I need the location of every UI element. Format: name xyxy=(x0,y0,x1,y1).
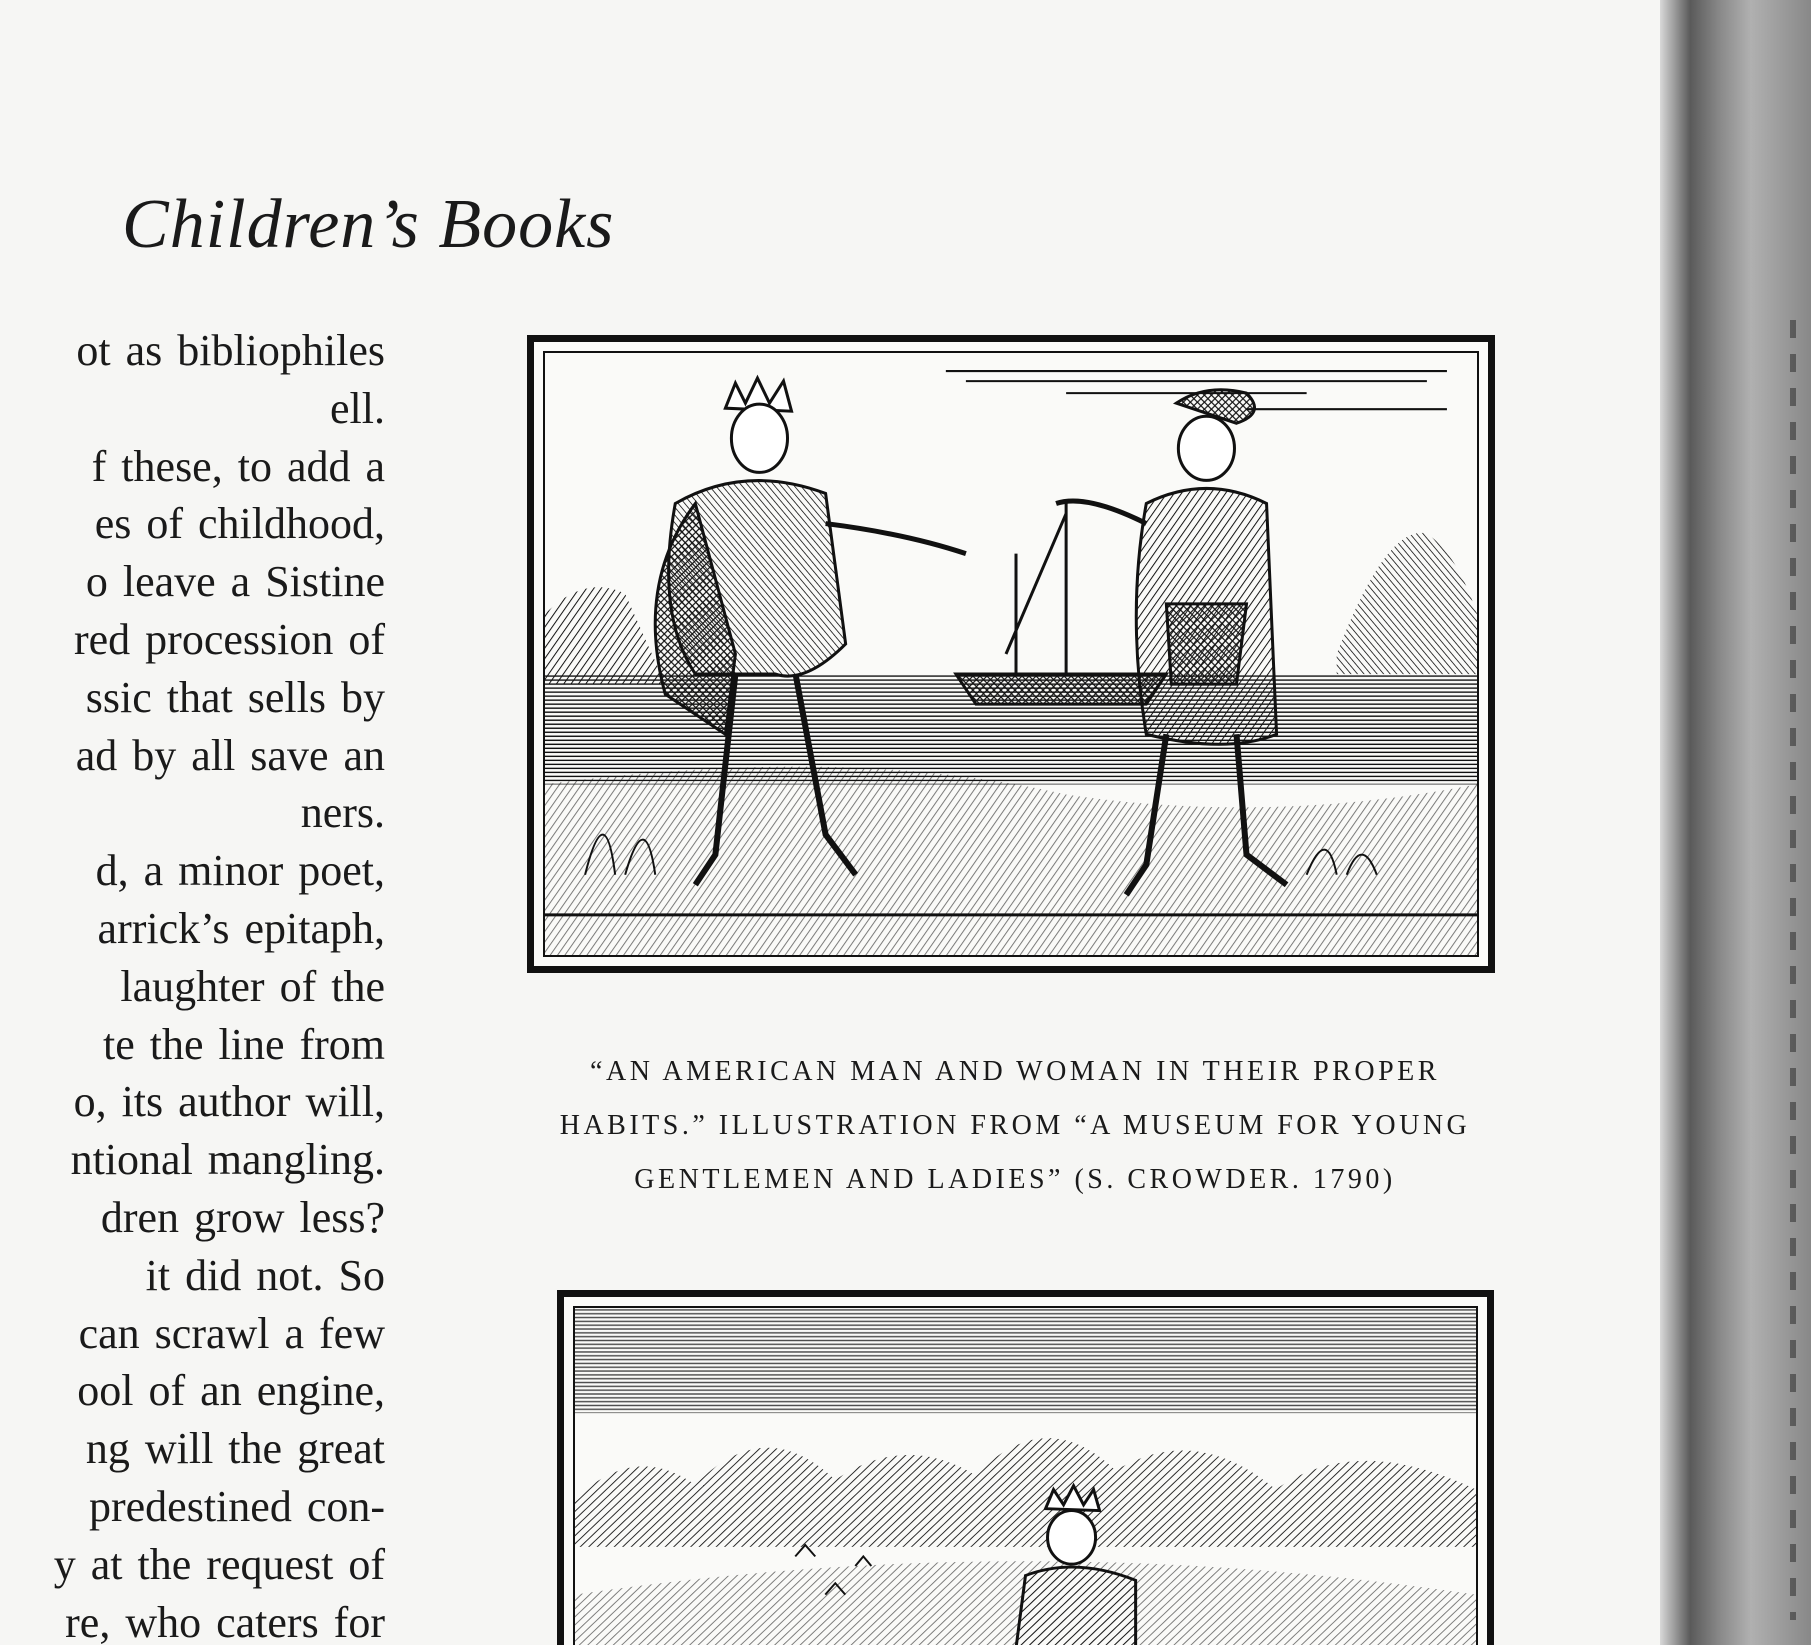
text-line: re, who caters for xyxy=(65,1597,385,1645)
woodcut-scene-image xyxy=(545,353,1477,955)
text-line: ool of an engine, xyxy=(77,1366,385,1416)
text-line: it did not. So xyxy=(145,1250,385,1300)
text-line: dren grow less? xyxy=(100,1192,385,1242)
text-line: ng will the great xyxy=(85,1424,385,1474)
text-line: ot as bibliophiles xyxy=(76,326,385,375)
page-gutter-shadow xyxy=(1660,0,1811,1645)
woodcut-illustration-figures xyxy=(527,335,1495,973)
text-line: d, a minor poet, xyxy=(95,846,385,896)
caption-line: GENTLEMEN AND LADIES” (S. CROWDER. 1790) xyxy=(634,1164,1396,1195)
text-line: te the line from xyxy=(102,1019,385,1069)
body-text-column xyxy=(0,322,385,1645)
text-line: red procession of xyxy=(73,614,385,664)
text-line: y at the request of xyxy=(53,1539,385,1589)
text-line: arrick’s epitaph, xyxy=(97,903,385,953)
text-line: ad by all save an xyxy=(75,730,385,780)
text-line: o, its author will, xyxy=(73,1077,385,1127)
caption-line: HABITS.” ILLUSTRATION FROM “A MUSEUM FOR YOUNG xyxy=(559,1110,1471,1141)
running-head: Children’s Books xyxy=(122,186,615,263)
page-edge xyxy=(1790,320,1796,1620)
text-line: ell. xyxy=(330,383,385,433)
text-line: predestined con- xyxy=(89,1481,385,1531)
text-line: ssic that sells by xyxy=(85,672,385,722)
text-line: o leave a Sistine xyxy=(85,557,385,607)
woodcut-illustration-landscape xyxy=(557,1290,1494,1645)
text-line: es of childhood, xyxy=(94,499,385,549)
text-line: ners. xyxy=(300,788,385,838)
text-line: laughter of the xyxy=(120,961,385,1011)
text-line: f these, to add a xyxy=(91,441,385,491)
figure-caption xyxy=(430,1045,1600,1207)
text-line: ntional mangling. xyxy=(70,1135,385,1185)
caption-line: “AN AMERICAN MAN AND WOMAN IN THEIR PROPER xyxy=(590,1056,1440,1087)
text-line: can scrawl a few xyxy=(78,1308,385,1358)
woodcut-scene-image xyxy=(575,1308,1476,1645)
